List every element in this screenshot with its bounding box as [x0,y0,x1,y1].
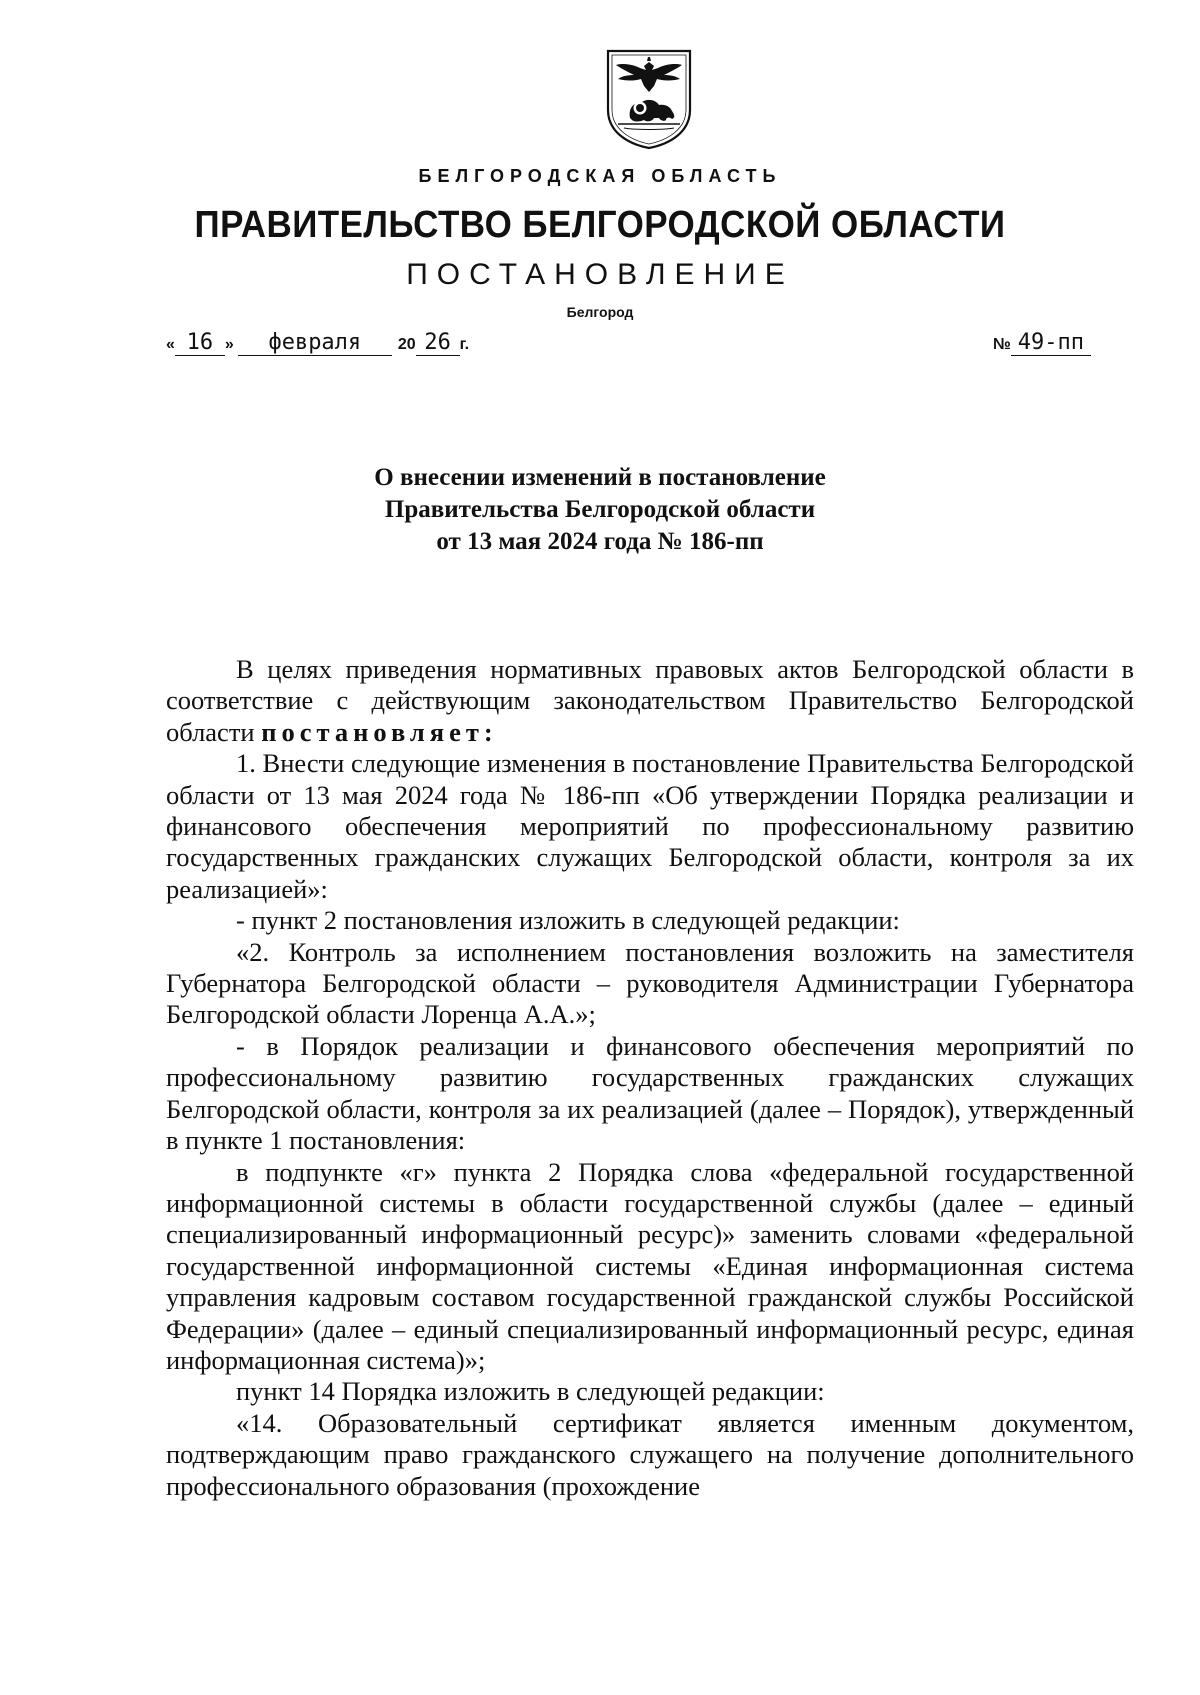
paragraph-item-1-sub-b: - в Порядок реализации и финансового обеспечения мероприятий по профессиональному развитию государственных гражданских служащих Белгородской области, контроля за их реализацией (далее – Порядок), утвержденный в пункте 1 постановления: [166,1030,1134,1156]
number-value: 49-пп [1011,331,1091,356]
title-line-2: Правительства Белгородской области [384,496,816,523]
paragraph-item-14: пункт 14 Порядка изложить в следующей редакции: [236,1376,825,1407]
paragraph-preamble [166,654,1134,748]
title-line-3: от 13 мая 2024 года № 186-пп [436,528,764,555]
date-line [166,331,469,356]
document-title [0,462,1200,558]
city-name: Белгород [566,304,634,320]
document-type: ПОСТАНОВЛЕНИЕ [406,258,794,291]
paragraph-item-1-sub-a: - пункт 2 постановления изложить в следующей редакции: [236,905,900,936]
title-line-1: О внесении изменений в постановление [374,464,826,491]
paragraph-quote-14: «14. Образовательный сертификат является именным документом, подтверждающим право гражданского служащего на получение дополнительного профессионального образования (прохождение [166,1407,1134,1501]
document-body [166,654,1134,1502]
date-year-suffix: г. [459,336,470,353]
preamble-emphasis: постановляет: [261,716,498,747]
date-year: 26 [416,331,460,356]
date-year-prefix: 20 [397,336,416,353]
paragraph-item-1: 1. Внести следующие изменения в постановление Правительства Белгородской области от 13 мая 2024 года № 186-пп «Об утверждении Порядка реализации и финансового обеспечения мероприятий по профессиональному развитию государственных гражданских служащих Белгородской области, контроля за их реализацией»: [166,748,1134,904]
date-open-quote: « [166,336,175,353]
number-prefix: № [993,336,1011,353]
document-number [993,331,1091,356]
coat-of-arms-icon [604,48,694,150]
date-day: 16 [175,331,225,356]
preamble-text: В целях приведения нормативных правовых актов Белгородской области в соответствие с действующим законодательством Правительство Белгородской области [166,654,1134,747]
paragraph-subitem-g: в подпункте «г» пункта 2 Порядка слова «федеральной государственной информационной системы в области государственной службы (далее – единый специализированный информационный ресурс)» заменить словами «федеральной государственной информационной системы «Единая информационная система управления кадровым составом государственной гражданской службы Российской Федерации» (далее – единый специализированный информационный ресурс, единая информационная система)»; [166,1156,1134,1375]
date-close-quote: » [224,336,234,353]
government-name: ПРАВИТЕЛЬСТВО БЕЛГОРОДСКОЙ ОБЛАСТИ [194,204,1006,246]
date-month: февраля [238,331,392,356]
paragraph-quote-2: «2. Контроль за исполнением постановления возложить на заместителя Губернатора Белгородской области – руководителя Администрации Губернатора Белгородской области Лоренца А.А.»; [166,936,1134,1030]
region-name: БЕЛГОРОДСКАЯ ОБЛАСТЬ [418,166,782,186]
